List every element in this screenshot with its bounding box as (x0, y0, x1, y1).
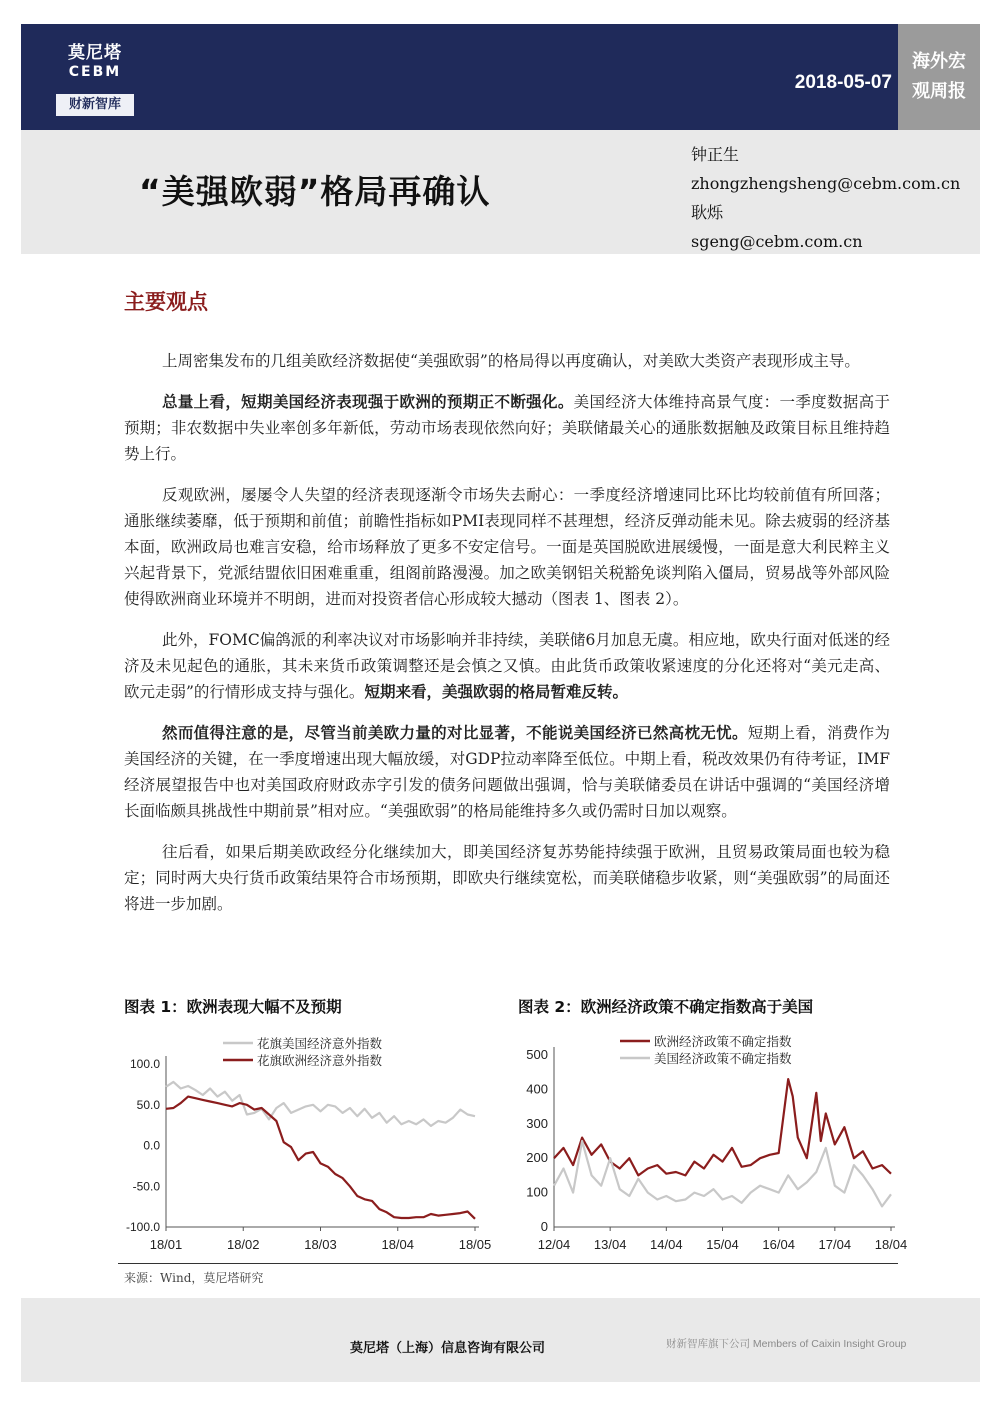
paragraph-text: 此外，FOMC偏鸽派的利率决议对市场影响并非持续，美联储6月加息无虞。相应地，欧央行面对低迷的经济及未见起色的通胀，其未来货币政策调整还是会慎之又慎。由此货币政策收紧速度的分化还将对“美元走高、欧元走弱”的行情形成支持与强化。 (124, 631, 890, 701)
paragraph-bold-lead: 然而值得注意的是，尽管当前美欧力量的对比显著，不能说美国经济已然高枕无忧。 (162, 723, 748, 742)
y-tick-label: 100.0 (129, 1057, 160, 1071)
logo-mark (56, 38, 134, 90)
series-line-eu (166, 1097, 475, 1219)
author-email[interactable]: zhongzhengsheng@cebm.com.cn (691, 174, 961, 193)
x-tick-label: 18/04 (381, 1237, 415, 1252)
source-note: 来源：Wind，莫尼塔研究 (124, 1271, 264, 1285)
chart2-line-chart (508, 1024, 908, 1262)
paragraph-bold-end: 短期来看，美强欧弱的格局暂难反转。 (364, 682, 628, 701)
x-tick-label: 17/04 (818, 1237, 852, 1252)
x-tick-label: 13/04 (593, 1237, 627, 1252)
y-tick-label: 50.0 (136, 1097, 160, 1112)
paragraph (124, 482, 890, 612)
y-tick-label: 200 (526, 1150, 548, 1166)
legend-label-us: 美国经济政策不确定指数 (654, 1052, 792, 1066)
paragraph-bold-lead: 总量上看，短期美国经济表现强于欧洲的预期正不断强化。 (162, 392, 574, 411)
paragraph-text: 上周密集发布的几组美欧经济数据使“美强欧弱”的格局得以再度确认，对美欧大类资产表现形成主导。 (162, 352, 860, 370)
x-tick-label: 18/02 (226, 1237, 260, 1252)
cebm-logo (56, 38, 134, 118)
x-tick-label: 18/04 (874, 1237, 908, 1252)
paragraph (124, 627, 890, 705)
series-line-eu (554, 1079, 891, 1175)
paragraph (124, 389, 890, 467)
paragraph (124, 720, 890, 824)
logo-sub-text: 财新智库 (56, 94, 134, 116)
y-tick-label: 0.0 (143, 1138, 160, 1153)
series-line-us (166, 1082, 475, 1126)
paragraph-text: 反观欧洲，屡屡令人失望的经济表现逐渐令市场失去耐心：一季度经济增速同比环比均较前值有所回落；通胀继续萎靡，低于预期和前值；前瞻性指标如PMI表现同样不甚理想，经济反弹动能未见。除去疲弱的经济基本面，欧洲政局也难言安稳，给市场释放了更多不安定信号。一面是英国脱欧进展缓慢，一面是意大利民粹主义兴起背景下，党派结盟依旧困难重重，组阁前路漫漫。加之欧美钢铝关税豁免谈判陷入僵局，贸易战等外部风险使得欧洲商业环境并不明朗，进而对投资者信心形成较大撼动（图表 1、图表 2）。 (124, 486, 890, 608)
y-tick-label: 300 (526, 1115, 548, 1131)
logo-cn-text: 莫尼塔 (68, 43, 122, 63)
x-tick-label: 15/04 (706, 1237, 739, 1252)
y-tick-label: 0 (540, 1219, 548, 1234)
y-tick-label: 100 (526, 1184, 548, 1200)
x-tick-label: 16/04 (762, 1237, 795, 1252)
x-tick-label: 18/01 (149, 1237, 183, 1252)
x-tick-label: 12/04 (537, 1237, 571, 1252)
footer-group: 财新智库旗下公司 Members of Caixin Insight Group (666, 1338, 907, 1350)
source-rule (118, 1263, 898, 1264)
footer-company: 莫尼塔（上海）信息咨询有限公司 (350, 1341, 546, 1356)
author-name: 耿烁 (691, 203, 724, 222)
chart2-title: 图表 2：欧洲经济政策不确定指数高于美国 (518, 998, 814, 1016)
paragraph-text: 短期上看，消费作为美国经济的关键，在一季度增速出现大幅放缓，对GDP拉动率降至低位。中期上看，税改效果仍有待考证，IMF经济展望报告中也对美国政府财政赤字引发的债务问题做出强调，恰与美联储委员在讲话中强调的“美国经济增长面临颇具挑战性中期前景”相对应。“美强欧弱”的格局能维持多久或仍需时日加以观察。 (124, 724, 890, 820)
legend-label-us: 花旗美国经济意外指数 (257, 1037, 383, 1051)
paragraph-text: 美国经济大体维持高景气度：一季度数据高于预期；非农数据中失业率创多年新低，劳动市场表现依然向好；美联储最关心的通胀数据触及政策目标且维持趋势上行。 (124, 393, 890, 463)
author-name: 钟正生 (691, 145, 740, 164)
y-tick-label: -50.0 (132, 1179, 160, 1194)
paragraph (124, 839, 890, 917)
author-email[interactable]: sgeng@cebm.com.cn (691, 232, 863, 251)
logo-en-text: CEBM (68, 64, 122, 80)
report-type-badge (898, 24, 980, 130)
paragraph (124, 348, 890, 374)
body-text (124, 348, 890, 932)
chart1-title: 图表 1：欧洲表现大幅不及预期 (124, 998, 342, 1016)
page-title: “美强欧弱”格局再确认 (139, 172, 491, 211)
y-tick-label: 500 (526, 1047, 548, 1062)
report-type-label: 海外宏观周报 (912, 51, 966, 102)
author-block (691, 140, 960, 256)
report-date: 2018-05-07 (794, 72, 892, 93)
x-tick-label: 18/03 (304, 1237, 337, 1252)
section-title: 主要观点 (124, 290, 208, 314)
y-tick-label: 400 (526, 1081, 548, 1097)
chart1-line-chart (118, 1024, 503, 1262)
paragraph-text: 往后看，如果后期美欧政经分化继续加大，即美国经济复苏势能持续强于欧洲，且贸易政策局面也较为稳定；同时两大央行货币政策结果符合市场预期，即欧央行继续宽松，而美联储稳步收紧，则“美强欧弱”的局面还将进一步加剧。 (124, 843, 890, 913)
x-tick-label: 18/05 (458, 1237, 492, 1252)
legend-label-eu: 花旗欧洲经济意外指数 (257, 1054, 383, 1068)
x-tick-label: 14/04 (650, 1237, 683, 1252)
legend-label-eu: 欧洲经济政策不确定指数 (654, 1035, 792, 1049)
y-tick-label: -100.0 (125, 1220, 160, 1234)
